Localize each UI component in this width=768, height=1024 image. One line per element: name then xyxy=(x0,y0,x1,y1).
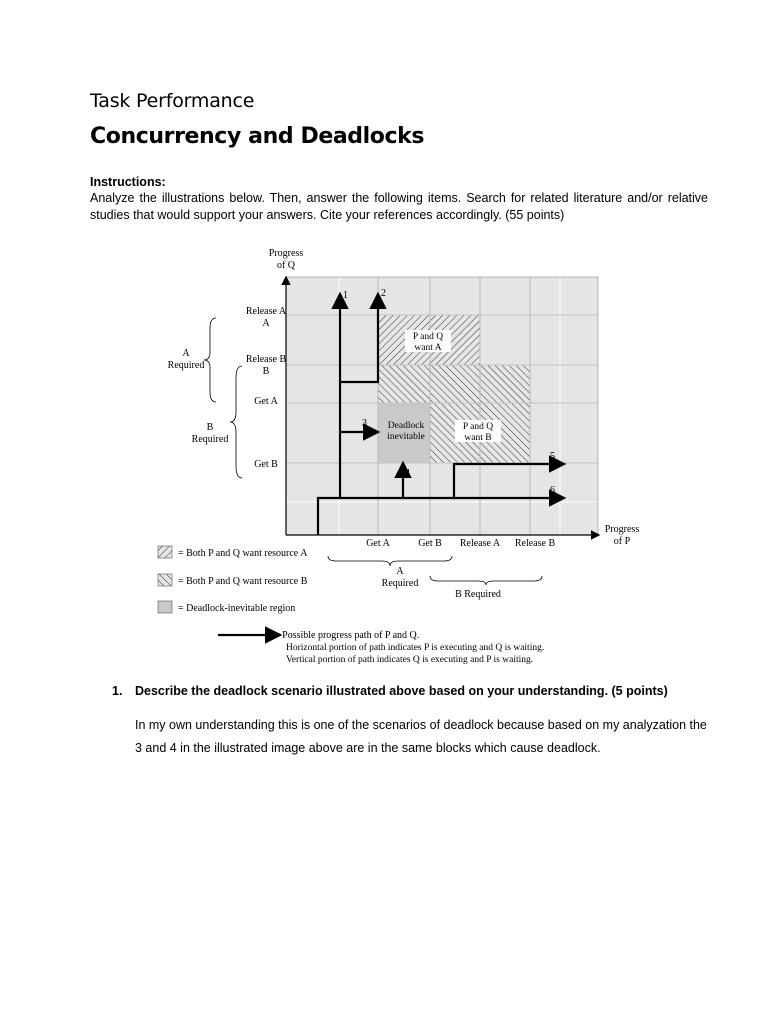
legend-want-a: = Both P and Q want resource A xyxy=(178,548,308,559)
svg-text:Required: Required xyxy=(381,578,419,589)
label-pq-want-b: P and Q xyxy=(462,422,494,432)
path-number-2: 2 xyxy=(381,288,386,299)
brace-b-required: B xyxy=(206,422,214,433)
y-tick-get-a: Get A xyxy=(254,396,278,407)
svg-text:want B: want B xyxy=(464,433,492,443)
page-title: Concurrency and Deadlocks xyxy=(90,124,425,149)
x-axis-label: Progress xyxy=(604,524,640,535)
svg-text:of Q: of Q xyxy=(276,260,296,271)
svg-text:B: B xyxy=(262,366,270,377)
question-text: Describe the deadlock scenario illustrated above based on your understanding. (5 points) xyxy=(135,684,668,698)
x-brace-b-required: B Required xyxy=(455,589,501,600)
legend-path-2: Horizontal portion of path indicates P is executing and Q is waiting. xyxy=(286,643,545,653)
legend-deadlock: = Deadlock-inevitable region xyxy=(178,603,296,614)
svg-text:want A: want A xyxy=(414,343,442,353)
path-number-4: 4 xyxy=(405,468,410,479)
y-tick-release-b: Release B xyxy=(245,354,287,365)
svg-text:A: A xyxy=(262,318,270,329)
legend-path-1: = Possible progress path of P and Q. xyxy=(274,630,420,641)
path-number-1: 1 xyxy=(343,290,348,301)
path-number-3: 3 xyxy=(362,418,367,429)
x-tick-release-a: Release A xyxy=(459,538,501,549)
legend xyxy=(158,546,544,665)
svg-text:Required: Required xyxy=(191,434,229,445)
question-number: 1. xyxy=(112,684,123,698)
x-tick-get-b: Get B xyxy=(418,538,442,549)
x-tick-release-b: Release B xyxy=(514,538,556,549)
deadlock-diagram xyxy=(150,240,650,670)
svg-text:of P: of P xyxy=(613,536,631,547)
svg-text:inevitable: inevitable xyxy=(387,432,425,442)
label-pq-want-a: P and Q xyxy=(412,332,444,342)
legend-want-b: = Both P and Q want resource B xyxy=(178,576,308,587)
instructions-text: Analyze the illustrations below. Then, answer the following items. Search for related literature and/or relative studies that would support your answers. Cite your references accordingly. (55 points) xyxy=(90,191,708,222)
legend-path-3: Vertical portion of path indicates Q is executing and P is waiting. xyxy=(286,655,534,665)
svg-text:Required: Required xyxy=(167,360,205,371)
answer-text: In my own understanding this is one of the scenarios of deadlock because based on my analyzation the 3 and 4 in the illustrated image above are in the same blocks which cause deadlock. xyxy=(135,718,707,755)
label-deadlock-inevitable: Deadlock xyxy=(387,421,425,431)
x-tick-get-a: Get A xyxy=(366,538,390,549)
y-tick-release-a: Release A xyxy=(245,306,287,317)
page-kicker: Task Performance xyxy=(90,90,255,112)
path-number-5: 5 xyxy=(550,451,555,462)
question-1 xyxy=(112,684,668,698)
x-brace-a-required: A xyxy=(396,566,404,577)
instructions-label: Instructions: xyxy=(90,175,166,189)
y-axis-label: Progress xyxy=(268,248,304,259)
y-tick-get-b: Get B xyxy=(254,459,278,470)
path-number-6: 6 xyxy=(550,485,555,496)
brace-a-required: A xyxy=(182,348,190,359)
